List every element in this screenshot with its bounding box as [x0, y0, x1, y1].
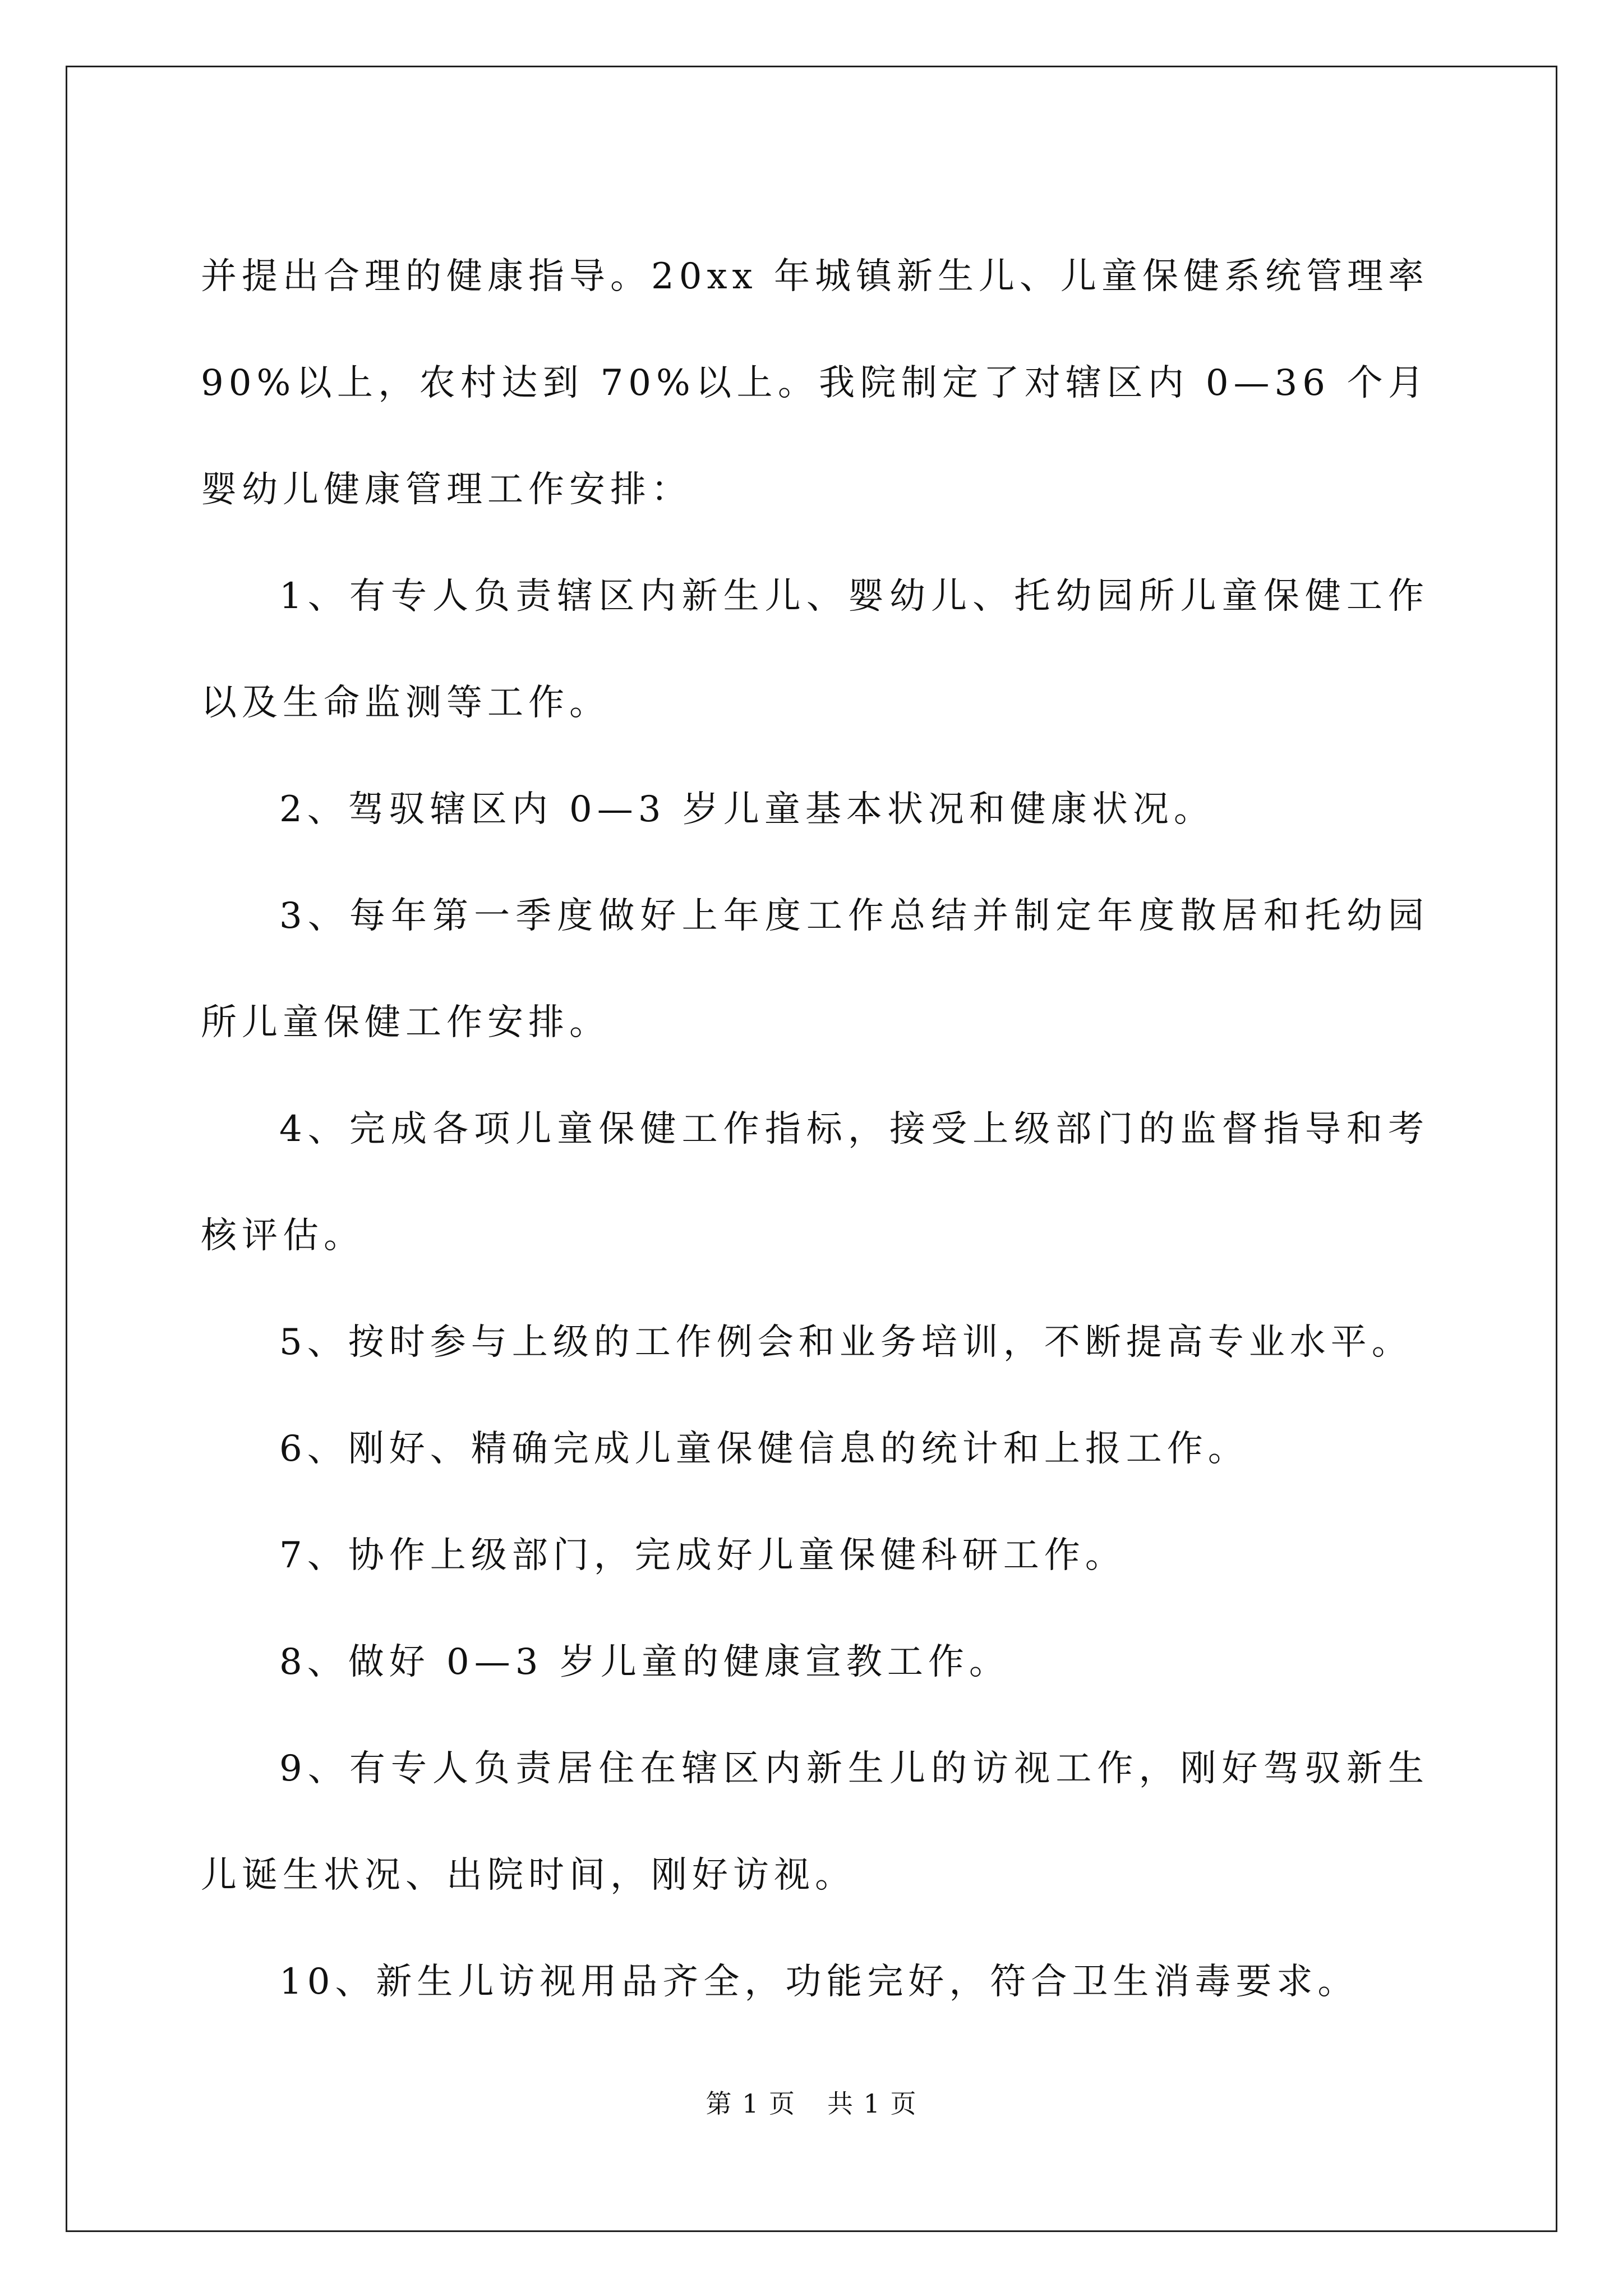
list-item-6: 6、刚好、精确完成儿童保健信息的统计和上报工作。	[279, 1428, 1249, 1470]
list-item-1: 1、有专人负责辖区内新生儿、婴幼儿、托幼园所儿童保健工作以及生命监测等工作。	[201, 576, 1429, 724]
paragraph-intro: 并提出合理的健康指导。20xx 年城镇新生儿、儿童保健系统管理率 90%以上，农村达到 70%以上。我院制定了对辖区内 0—36 个月婴幼儿健康管理工作安排：	[201, 256, 1429, 510]
list-item-3: 3、每年第一季度做好上年度工作总结并制定年度散居和托幼园所儿童保健工作安排。	[201, 895, 1429, 1043]
list-item-8: 8、做好 0—3 岁儿童的健康宣教工作。	[279, 1641, 1010, 1683]
list-item-2: 2、驾驭辖区内 0—3 岁儿童基本状况和健康状况。	[279, 789, 1215, 830]
page-total: 共 1 页	[827, 2088, 917, 2119]
list-item-4: 4、完成各项儿童保健工作指标，接受上级部门的监督指导和考核评估。	[201, 1108, 1429, 1257]
list-item-7: 7、协作上级部门，完成好儿童保健科研工作。	[279, 1535, 1126, 1576]
page-footer	[0, 2087, 1623, 2120]
list-item-5: 5、按时参与上级的工作例会和业务培训，不断提高专业水平。	[279, 1322, 1413, 1363]
page-number: 第 1 页	[706, 2088, 796, 2119]
list-item-9: 9、有专人负责居住在辖区内新生儿的访视工作，刚好驾驭新生儿诞生状况、出院时间，刚好访视。	[201, 1748, 1429, 1896]
document-body	[201, 223, 1429, 2035]
list-item-10: 10、新生儿访视用品齐全，功能完好，符合卫生消毒要求。	[279, 1961, 1359, 2003]
